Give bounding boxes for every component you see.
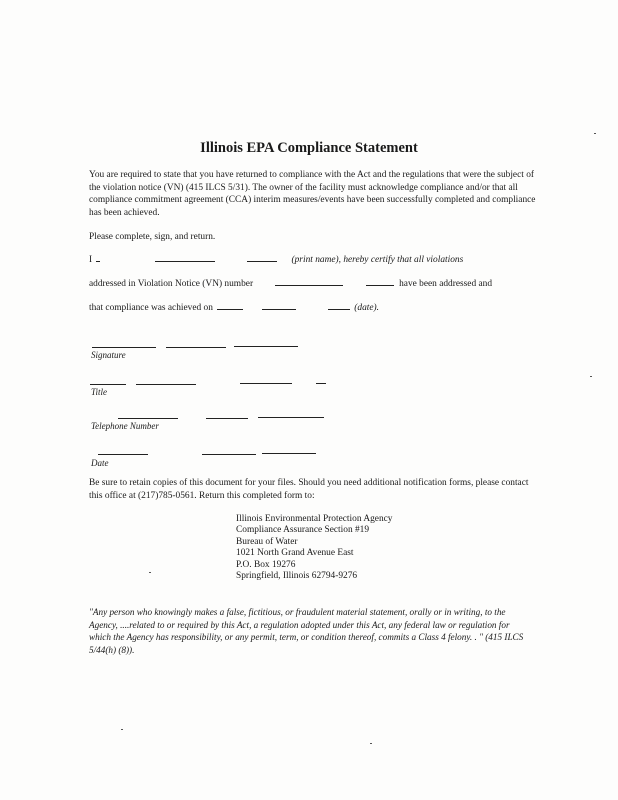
vn-number-field-2[interactable] (366, 277, 394, 286)
date-field-label: Date (91, 458, 109, 468)
scan-speck (121, 729, 123, 730)
addressed-text: have been addressed and (399, 279, 493, 289)
signature-label: Signature (91, 350, 126, 360)
date-field-1[interactable] (217, 301, 243, 310)
retain-note: Be sure to retain copies of this document for your files. Should you need additional notification forms, please contact this office at (217)785-0561. Return this completed form to: (89, 478, 529, 501)
mailing-address (236, 514, 392, 582)
scan-speck (594, 133, 596, 134)
name-field-start[interactable] (96, 253, 100, 262)
scan-speck (149, 572, 151, 573)
address-line: Bureau of Water (236, 536, 298, 547)
telephone-line-c[interactable] (258, 417, 324, 418)
address-line: Springfield, Illinois 62794-9276 (236, 571, 358, 582)
date-field-2[interactable] (262, 301, 296, 310)
print-name-field[interactable] (155, 253, 215, 262)
scan-speck (590, 376, 592, 377)
date-line-c[interactable] (262, 453, 316, 454)
certify-prefix: I (89, 255, 93, 265)
date-label: (date). (354, 303, 380, 313)
title-line-b[interactable] (136, 384, 196, 385)
telephone-line-b[interactable] (206, 418, 248, 419)
signature-line-c[interactable] (234, 346, 298, 347)
signature-line-a[interactable] (92, 347, 156, 348)
certify-line-1 (89, 253, 463, 265)
title-line-a[interactable] (90, 384, 126, 385)
title-line-c[interactable] (240, 383, 292, 384)
address-line: P.O. Box 19276 (236, 559, 296, 570)
certify-line-3 (89, 301, 379, 313)
vn-number-label: addressed in Violation Notice (VN) number (89, 279, 254, 289)
address-line: 1021 North Grand Avenue East (236, 548, 354, 559)
date-field-3[interactable] (328, 301, 350, 310)
title-line-d[interactable] (316, 383, 326, 384)
legal-quote: "Any person who knowingly makes a false, fictitious, or fraudulent material statement, orally or in writing, to the Agency, ....related to or required by this Act, a regulation adopted under this Act, any federal law or regulation for which the Agency has responsibility, or any permit, term, or condition thereof, commits a Class 4 felony. . " (415 ILCS 5/44(h) (8)). (89, 607, 524, 655)
page-title: Illinois EPA Compliance Statement (200, 140, 418, 156)
telephone-label: Telephone Number (91, 421, 159, 431)
scan-speck (370, 743, 372, 744)
compliance-date-label: that compliance was achieved on (89, 303, 213, 313)
instruction-text: Please complete, sign, and return. (89, 232, 216, 242)
signature-line-b[interactable] (166, 347, 226, 348)
vn-number-field[interactable] (275, 277, 343, 286)
print-name-field-2[interactable] (247, 253, 277, 262)
print-name-label: (print name), hereby certify that all violations (291, 255, 464, 265)
address-line: Compliance Assurance Section #19 (236, 525, 370, 536)
intro-paragraph: You are required to state that you have returned to compliance with the Act and the regulations that were the subject of the violation notice (VN) (415 ILCS 5/31). The owner of the facility must acknowledge compliance and/or that all compliance commitment agreement (CCA) interim measures/events have been successfully completed and compliance has been achieved. (89, 170, 536, 218)
title-label: Title (91, 387, 108, 397)
telephone-line-a[interactable] (118, 418, 178, 419)
certify-line-2 (89, 277, 492, 289)
address-line: Illinois Environmental Protection Agency (236, 514, 393, 524)
date-line-b[interactable] (202, 454, 256, 455)
date-line-a[interactable] (98, 454, 148, 455)
